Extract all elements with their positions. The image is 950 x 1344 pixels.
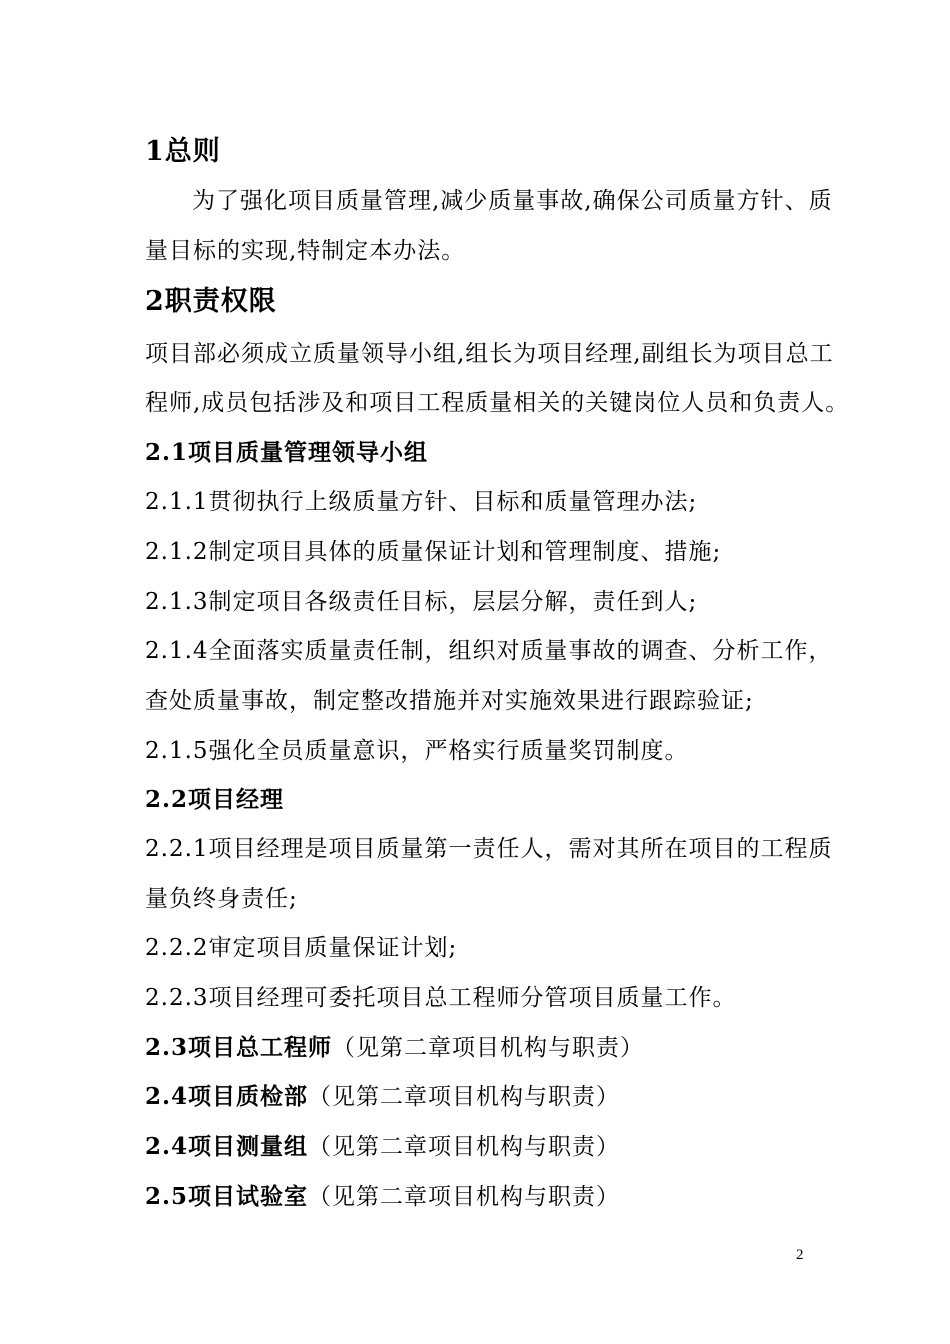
section-2-4-quality-note: （见第二章项目机构与职责） bbox=[308, 1084, 621, 1110]
section-1-paragraph-line-1: 为了强化项目质量管理,减少质量事故,确保公司质量方针、质 bbox=[192, 188, 833, 214]
section-2-5-line bbox=[145, 1182, 620, 1212]
item-2-2-3: 2.2.3项目经理可委托项目总工程师分管项目质量工作。 bbox=[145, 985, 737, 1011]
item-2-2-2: 2.2.2审定项目质量保证计划; bbox=[145, 935, 458, 961]
section-1-heading: 1总则 bbox=[145, 136, 221, 167]
item-2-1-4-line-2: 查处质量事故，制定整改措施并对实施效果进行跟踪验证; bbox=[145, 688, 754, 714]
section-2-4-quality-line bbox=[145, 1082, 620, 1112]
section-2-4-quality-heading: 2.4项目质检部 bbox=[145, 1083, 309, 1110]
page-number: 2 bbox=[796, 1247, 804, 1263]
section-2-4-survey-note: （见第二章项目机构与职责） bbox=[308, 1134, 621, 1160]
item-2-1-5: 2.1.5强化全员质量意识，严格实行质量奖罚制度。 bbox=[145, 738, 689, 764]
item-2-2-1-line-2: 量负终身责任; bbox=[145, 886, 298, 912]
section-2-1-heading: 2.1项目质量管理领导小组 bbox=[145, 439, 429, 466]
item-2-1-1: 2.1.1贯彻执行上级质量方针、目标和质量管理办法; bbox=[145, 489, 698, 515]
section-2-heading: 2职责权限 bbox=[145, 286, 277, 317]
section-2-3-note: （见第二章项目机构与职责） bbox=[332, 1035, 645, 1061]
section-2-paragraph-line-1: 项目部必须成立质量领导小组,组长为项目经理,副组长为项目总工 bbox=[145, 341, 834, 367]
section-2-5-heading: 2.5项目试验室 bbox=[145, 1183, 309, 1210]
section-2-paragraph-line-2: 程师,成员包括涉及和项目工程质量相关的关键岗位人员和负责人。 bbox=[145, 390, 850, 416]
section-2-4-survey-heading: 2.4项目测量组 bbox=[145, 1133, 309, 1160]
item-2-2-1-line-1: 2.2.1项目经理是项目质量第一责任人，需对其所在项目的工程质 bbox=[145, 836, 833, 862]
item-2-1-4-line-1: 2.1.4全面落实质量责任制，组织对质量事故的调查、分析工作， bbox=[145, 638, 833, 664]
section-2-5-note: （见第二章项目机构与职责） bbox=[308, 1184, 621, 1210]
section-2-4-survey-line bbox=[145, 1132, 620, 1162]
item-2-1-2: 2.1.2制定项目具体的质量保证计划和管理制度、措施; bbox=[145, 539, 722, 565]
section-2-3-line bbox=[145, 1033, 644, 1063]
section-1-paragraph-line-2: 量目标的实现,特制定本办法。 bbox=[145, 238, 466, 264]
item-2-1-3: 2.1.3制定项目各级责任目标，层层分解，责任到人; bbox=[145, 589, 698, 615]
section-2-3-heading: 2.3项目总工程师 bbox=[145, 1034, 333, 1061]
section-2-2-heading: 2.2项目经理 bbox=[145, 786, 285, 813]
